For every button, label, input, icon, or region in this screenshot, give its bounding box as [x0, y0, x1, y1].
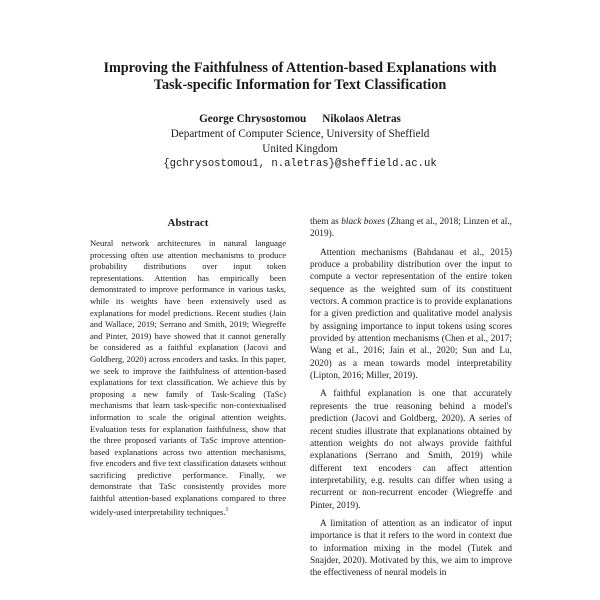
- right-column: [310, 216, 512, 586]
- body-paragraph-2: A faithful explanation is one that accurately represents the true reasoning behind a model's prediction (Jacovi and Goldberg, 2020). A series of recent studies illustrate that explanations obtained by attention weights do not always provide faithful explanations (Serrano and Smith, 2019) while different text encoders can affect attention interpretability, e.g. results can differ when using a recurrent or non-recurrent encoder (Wiegreffe and Pinter, 2019).: [310, 389, 512, 511]
- title-line-1: Improving the Faithfulness of Attention-based Explanations with: [103, 60, 497, 76]
- left-column: [90, 216, 286, 518]
- author-2: Nikolaos Aletras: [322, 113, 401, 125]
- author-block: [60, 112, 540, 172]
- abstract-heading: Abstract: [167, 217, 209, 229]
- abstract-body-text: Neural network architectures in natural language processing often use attention mechanisms to produce probability distributions over input token representations. Attention has empirically been demonstrated to improve performance in various tasks, while its weights have been extensively used as explanations for model predictions. Recent studies (Jain and Wallace, 2019; Serrano and Smith, 2019; Wiegreffe and Pinter, 2019) have showed that it cannot generally be considered as a faithful explanation (Jacovi and Goldberg, 2020) across encoders and tasks. In this paper, we seek to improve the faithfulness of attention-based explanations for text classification. We achieve this by proposing a new family of Task-Scaling (TaSc) mechanisms that learn task-specific non-contextualised information to scale the original attention weights. Evaluation tests for explanation faithfulness, show that the three proposed variants of TaSc improve attention-based explanations across two attention mechanisms, five encoders and five text classification datasets without sacrificing predictive performance. Finally, we demonstrate that TaSc consistently provides more faithful attention-based explanations compared to three widely-used interpretability techniques.: [90, 238, 286, 517]
- author-1: George Chrysostomou: [199, 113, 307, 125]
- p0-emphasis: black boxes: [341, 217, 385, 227]
- country: United Kingdom: [262, 143, 338, 155]
- author-names: [60, 112, 540, 127]
- affiliation: Department of Computer Science, University of Sheffield: [170, 128, 430, 140]
- title-line-2: Task-specific Information for Text Classification: [153, 77, 447, 93]
- footnote-marker: 1: [225, 506, 229, 513]
- body-paragraph-3: A limitation of attention as an indicator of input importance is that it refers to the word in context due to information mixing in the model (Tutek and Snajder, 2020). Motivated by this, we aim to improve the effectiveness of neural models in: [310, 518, 512, 579]
- author-emails: {gchrysostomou1, n.aletras}@sheffield.ac.uk: [163, 158, 437, 170]
- body-paragraph-0: [310, 216, 512, 241]
- paper-title: [60, 60, 540, 94]
- p0-pre: them as: [310, 217, 342, 227]
- abstract-text: [90, 238, 286, 518]
- body-paragraph-1: Attention mechanisms (Bahdanau et al., 2015) produce a probability distribution over the input to compute a vector representation of the entire token sequence as the weighted sum of its constituent vectors. A common practice is to provide explanations for a given prediction and qualitative model analysis by assigning importance to input tokens using scores provided by attention mechanisms (Chen et al., 2017; Wang et al., 2016; Jain et al., 2020; Sun and Lu, 2020) as a mean towards model interpretability (Lipton, 2016; Miller, 2019).: [310, 247, 512, 382]
- p0-post: (Zhang et al., 2018; Linzen et al., 2019).: [310, 217, 513, 240]
